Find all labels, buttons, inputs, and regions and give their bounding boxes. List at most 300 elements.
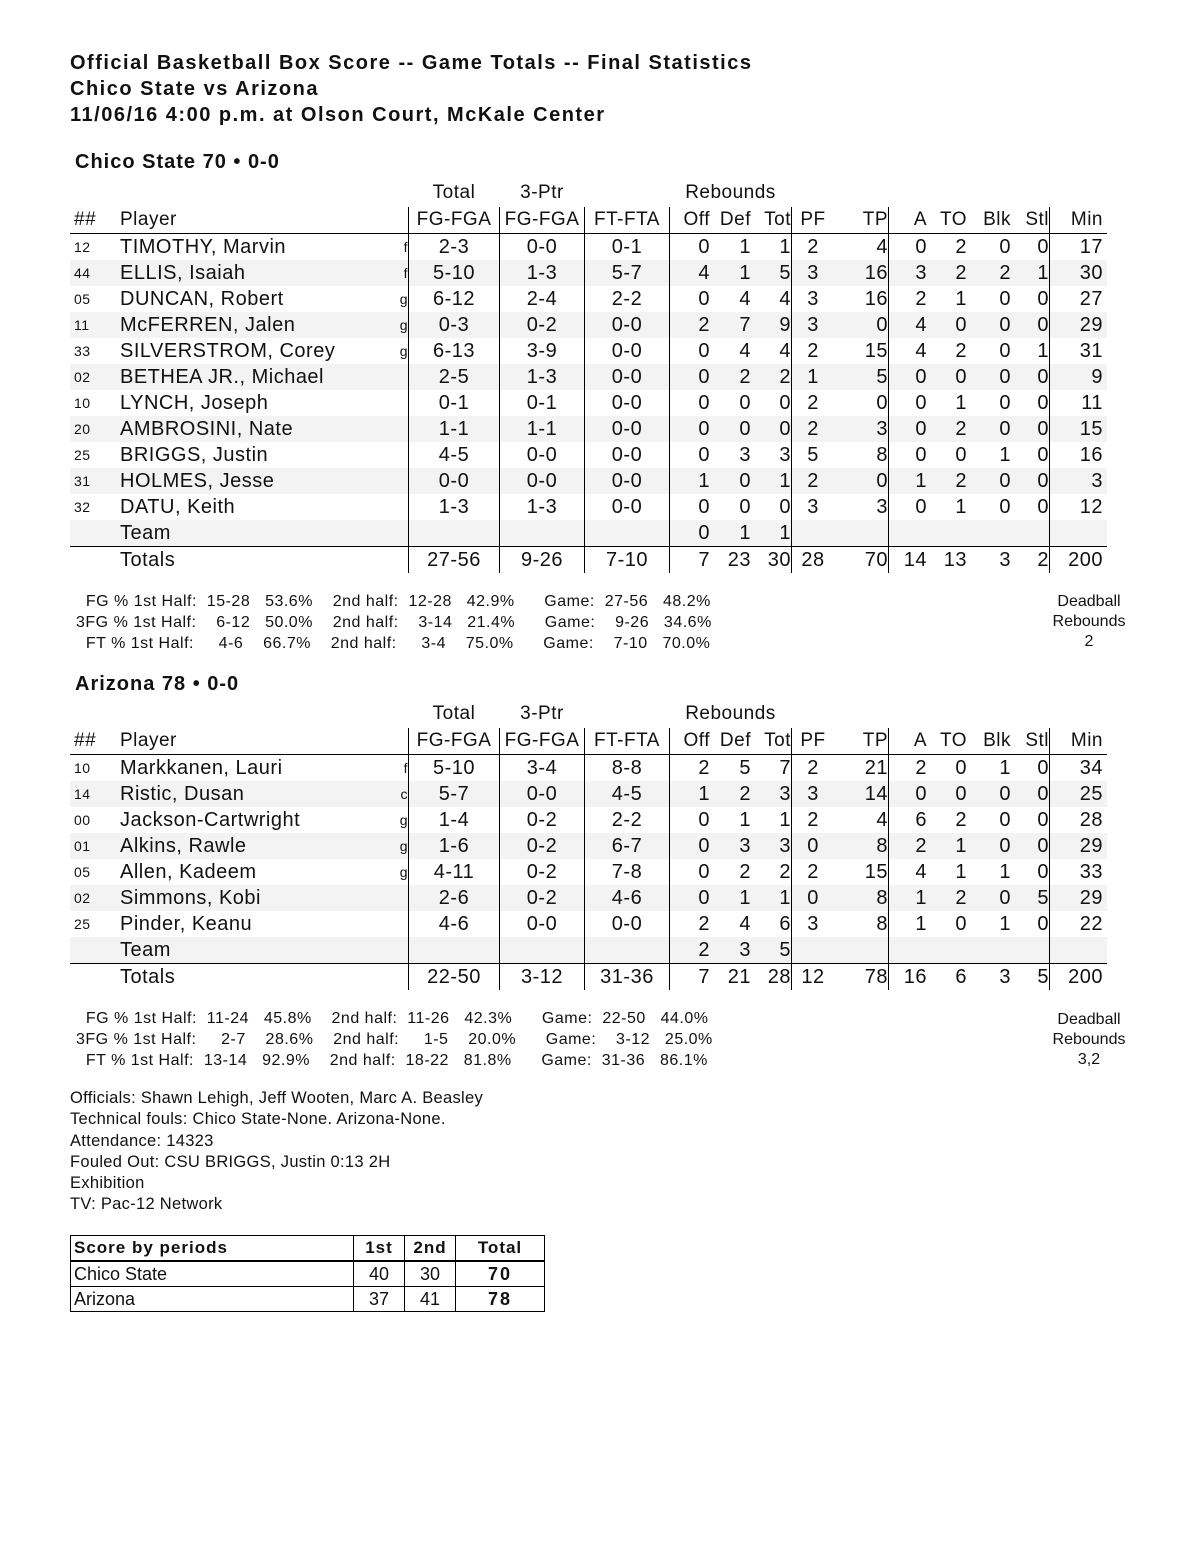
stat-to: 2 [927, 468, 967, 494]
stat-stl: 0 [1037, 860, 1049, 883]
stat-a: 1 [889, 885, 928, 911]
total-ft: 7-10 [585, 547, 670, 574]
stat-a: 3 [889, 260, 928, 286]
stat-tot: 9 [751, 312, 792, 338]
periods-total: 78 [456, 1287, 545, 1312]
stat-min: 34 [1050, 755, 1108, 782]
stat-name: ELLIS, Isaiah [120, 260, 390, 286]
total-pos [390, 547, 409, 574]
stat-tp3: 0-1 [500, 390, 585, 416]
total-tot: 30 [751, 547, 792, 574]
stat-blk: 0 [967, 364, 1011, 390]
stat-stl: 0 [1037, 808, 1049, 831]
stat-tp: 16 [834, 260, 889, 286]
stat-tp [834, 520, 889, 547]
stat-off: 0 [670, 833, 711, 859]
stat-ft: 0-0 [585, 494, 670, 520]
stat-fg: 0-0 [409, 468, 500, 494]
stat-tp: 8 [834, 885, 889, 911]
stat-off: 0 [670, 885, 711, 911]
total-to: 13 [927, 547, 967, 574]
stat-tp3: 1-3 [500, 494, 585, 520]
col-group-rebounds: Rebounds [685, 703, 776, 724]
stat-def: 3 [710, 833, 751, 859]
stat-stl: 5 [1011, 885, 1050, 911]
stat-fg: 4-5 [409, 442, 500, 468]
stat-min: 12 [1050, 494, 1108, 520]
total-pos [390, 964, 409, 991]
stat-tot: 1 [751, 520, 792, 547]
stat-pos [390, 494, 409, 520]
total-tot: 28 [751, 964, 792, 991]
total-pf: 12 [792, 964, 835, 991]
stat-num [70, 520, 120, 547]
stat-stl: 1 [1011, 260, 1050, 286]
tv-network: TV: Pac-12 Network [70, 1195, 223, 1214]
stat-def: 1 [739, 235, 751, 258]
stat-tot: 4 [779, 339, 791, 362]
stat-tp3: 0-2 [500, 312, 585, 338]
stat-name: Ristic, Dusan [120, 781, 390, 807]
stat-tp: 3 [834, 416, 889, 442]
stat-pos [390, 520, 409, 547]
total-tp3: 9-26 [500, 547, 585, 574]
stat-min: 33 [1050, 859, 1108, 885]
stat-tp3: 0-2 [500, 807, 585, 833]
stat-tot: 0 [779, 391, 791, 414]
stat-off: 1 [670, 468, 711, 494]
col-tot: Tot [751, 207, 792, 234]
stat-fg: 0-3 [409, 312, 500, 338]
officials: Officials: Shawn Lehigh, Jeff Wooten, Marc A. Beasley [70, 1089, 484, 1107]
stat-num: 02 [70, 885, 120, 911]
col-pf: PF [792, 728, 835, 755]
stat-min: 27 [1050, 286, 1108, 312]
stat-def: 3 [739, 443, 751, 466]
stat-ft: 0-1 [585, 234, 670, 261]
stat-min: 15 [1050, 416, 1108, 442]
deadball-label: Deadball [1057, 1011, 1121, 1028]
col-def: Def [710, 207, 751, 234]
stat-num: 25 [74, 447, 91, 463]
stat-off: 0 [670, 364, 711, 390]
stat-name: TIMOTHY, Marvin [120, 235, 287, 258]
stat-blk: 1 [999, 756, 1011, 779]
stat-num: 44 [70, 260, 120, 286]
stat-ft: 0-0 [585, 390, 670, 416]
stat-def: 0 [710, 468, 751, 494]
stat-stl: 0 [1037, 443, 1049, 466]
stat-pf: 3 [792, 286, 835, 312]
stat-tp3: 0-2 [500, 859, 585, 885]
stat-pos [390, 390, 409, 416]
stat-num: 00 [74, 812, 91, 828]
stat-def: 1 [710, 260, 751, 286]
player-row [70, 286, 1107, 312]
col-def: Def [710, 728, 751, 755]
stat-stl [1011, 520, 1050, 547]
stat-blk: 0 [967, 468, 1011, 494]
stat-blk: 1 [999, 443, 1011, 466]
stat-tot: 0 [779, 495, 791, 518]
stat-fg: 4-6 [409, 911, 500, 937]
stat-off: 0 [670, 234, 711, 261]
stat-tp3: 0-0 [500, 234, 585, 261]
player-row [70, 390, 1107, 416]
period-1st-header: 1st [354, 1236, 405, 1262]
stat-pf: 2 [792, 755, 835, 782]
stat-pf [792, 520, 835, 547]
shooting-percentages-arizona [76, 1008, 713, 1071]
col-group-rebounds: Rebounds [685, 182, 776, 203]
stat-a: 0 [889, 416, 928, 442]
stat-pf [792, 937, 835, 964]
stat-tp: 15 [864, 339, 888, 362]
stat-ft: 7-8 [585, 859, 670, 885]
stat-ft: 0-0 [585, 312, 670, 338]
stat-off: 2 [670, 312, 711, 338]
total-to: 6 [927, 964, 967, 991]
periods-total: 70 [456, 1261, 545, 1287]
stat-pos [390, 442, 409, 468]
rebounds-label: Rebounds [1052, 613, 1126, 630]
stat-min: 11 [1050, 390, 1108, 416]
stat-a: 0 [889, 494, 928, 520]
col-min: Min [1050, 207, 1108, 234]
stat-stl: 0 [1037, 235, 1049, 258]
stat-off: 0 [670, 494, 711, 520]
stat-blk: 0 [967, 416, 1011, 442]
total-ft: 31-36 [585, 964, 670, 991]
stat-num: 10 [74, 760, 91, 776]
stat-min [1050, 520, 1108, 547]
col-ft: FT-FTA [585, 207, 670, 234]
total-fg: 22-50 [409, 964, 500, 991]
player-row [70, 911, 1107, 937]
stat-tot: 1 [779, 808, 791, 831]
stat-to: 2 [927, 885, 967, 911]
stat-blk: 0 [999, 287, 1011, 310]
stat-ft: 2-2 [585, 286, 670, 312]
stat-tp3: 1-1 [500, 416, 585, 442]
team-rebounds-row [70, 937, 1107, 964]
stat-to: 1 [927, 833, 967, 859]
stat-min: 9 [1050, 364, 1108, 390]
stat-fg: 5-10 [409, 755, 500, 782]
periods-team: Arizona [71, 1287, 354, 1312]
stat-min: 30 [1050, 260, 1108, 286]
stat-num: 01 [70, 833, 120, 859]
stat-name: DUNCAN, Robert [120, 287, 284, 310]
stat-to: 0 [927, 781, 967, 807]
stat-stl: 0 [1011, 312, 1050, 338]
col-3p: FG-FGA [500, 728, 585, 755]
stat-def: 2 [739, 860, 751, 883]
stat-a [889, 937, 928, 964]
column-header-row [70, 728, 1107, 755]
stat-pf: 2 [792, 416, 835, 442]
stat-tp: 0 [876, 391, 888, 414]
periods-1st: 37 [354, 1287, 405, 1312]
total-name: Totals [120, 547, 390, 574]
total-num [70, 547, 120, 574]
stat-num: 11 [70, 312, 120, 338]
stat-blk: 2 [967, 260, 1011, 286]
col-pf: PF [792, 207, 835, 234]
player-row [70, 755, 1107, 782]
stat-pos: f [403, 239, 408, 255]
stat-off: 0 [670, 390, 711, 416]
stat-ft: 0-0 [585, 416, 670, 442]
stat-tp3: 0-0 [500, 468, 585, 494]
stat-tot: 3 [751, 833, 792, 859]
total-min: 200 [1050, 547, 1108, 574]
stat-to: 2 [955, 339, 967, 362]
stat-ft: 6-7 [585, 833, 670, 859]
col-player: Player [120, 207, 390, 234]
game-type: Exhibition [70, 1174, 145, 1193]
col-group-3ptr: 3-Ptr [520, 703, 564, 724]
stat-num: 05 [74, 864, 91, 880]
stat-blk: 0 [967, 885, 1011, 911]
period-total-header: Total [456, 1236, 545, 1262]
stat-pf: 0 [792, 833, 835, 859]
stat-a: 0 [889, 364, 928, 390]
stat-ft [585, 520, 670, 547]
stat-off: 2 [670, 911, 711, 937]
stat-fg: 2-3 [409, 234, 500, 261]
player-row [70, 833, 1107, 859]
player-row [70, 260, 1107, 286]
stat-tp: 8 [834, 833, 889, 859]
stat-fg: 2-6 [409, 885, 500, 911]
stat-tot: 1 [779, 235, 791, 258]
stat-num: 32 [74, 499, 91, 515]
periods-row-chico-state [71, 1261, 545, 1287]
stat-name: Jackson-Cartwright [120, 808, 301, 831]
total-pf: 28 [792, 547, 835, 574]
stat-pf: 3 [792, 494, 835, 520]
box-score-table-arizona [70, 700, 1107, 990]
stat-tot: 1 [751, 468, 792, 494]
stat-tp: 16 [864, 287, 888, 310]
col-a: A [889, 728, 928, 755]
stat-tot: 0 [751, 416, 792, 442]
stat-def: 2 [710, 364, 751, 390]
stat-pf: 2 [792, 338, 835, 364]
stat-ft: 5-7 [585, 260, 670, 286]
stat-fg: 1-1 [409, 416, 500, 442]
stat-pf: 3 [792, 312, 835, 338]
stat-pos [390, 911, 409, 937]
stat-to: 1 [955, 287, 967, 310]
stat-tot: 2 [751, 364, 792, 390]
stat-to: 1 [955, 495, 967, 518]
stat-name: Team [120, 937, 390, 964]
player-row [70, 885, 1107, 911]
stat-ft: 0-0 [585, 468, 670, 494]
stat-ft: 0-0 [585, 911, 670, 937]
col-tp: TP [834, 207, 889, 234]
player-row [70, 859, 1107, 885]
total-def: 21 [710, 964, 751, 991]
col-player: Player [120, 728, 390, 755]
stat-a: 6 [889, 807, 928, 833]
stat-to: 0 [955, 756, 967, 779]
col-fg: FG-FGA [409, 207, 500, 234]
ft-pct-line: FT % 1st Half: 4-6 66.7% 2nd half: 3-4 75.0% Game: 7-10 70.0% [76, 635, 711, 652]
stat-pos: g [390, 312, 409, 338]
stat-name: AMBROSINI, Nate [120, 416, 390, 442]
stat-ft [585, 937, 670, 964]
stat-ft: 4-5 [585, 781, 670, 807]
total-stl: 5 [1011, 964, 1050, 991]
stat-min: 3 [1050, 468, 1108, 494]
total-blk: 3 [967, 964, 1011, 991]
stat-ft: 8-8 [585, 755, 670, 782]
stat-to: 2 [927, 260, 967, 286]
stat-pf: 3 [792, 260, 835, 286]
stat-def: 7 [710, 312, 751, 338]
report-title: Official Basketball Box Score -- Game Totals -- Final Statistics [70, 52, 753, 74]
stat-tp: 5 [834, 364, 889, 390]
column-header-row [70, 207, 1107, 234]
stat-tot: 7 [779, 756, 791, 779]
player-row [70, 234, 1107, 261]
stat-num: 33 [74, 343, 91, 359]
periods-2nd: 41 [405, 1287, 456, 1312]
stat-pos [390, 416, 409, 442]
stat-pos: g [399, 291, 408, 307]
col-off: Off [670, 207, 711, 234]
stat-name: Pinder, Keanu [120, 912, 253, 935]
stat-tp: 8 [876, 443, 888, 466]
stat-min: 31 [1050, 338, 1108, 364]
stat-tp: 8 [876, 912, 888, 935]
stat-pos: g [399, 812, 408, 828]
periods-team: Chico State [71, 1261, 354, 1287]
stat-tp3: 0-0 [500, 911, 585, 937]
player-row [70, 781, 1107, 807]
col-stl: Stl [1011, 728, 1050, 755]
col-off: Off [670, 728, 711, 755]
deadball-label: Deadball [1057, 593, 1121, 610]
col-fg: FG-FGA [409, 728, 500, 755]
stat-pf: 5 [792, 442, 835, 468]
box-score-table-chico-state [70, 179, 1107, 573]
col-blk: Blk [967, 728, 1011, 755]
score-by-periods-table [70, 1235, 545, 1312]
stat-pos: g [390, 833, 409, 859]
stat-min: 16 [1050, 442, 1108, 468]
stat-stl: 1 [1037, 339, 1049, 362]
stat-pf: 2 [792, 468, 835, 494]
stat-num: 12 [74, 239, 91, 255]
stat-tp: 4 [876, 235, 888, 258]
stat-name: LYNCH, Joseph [120, 391, 269, 414]
stat-blk: 0 [999, 339, 1011, 362]
stat-a: 1 [889, 911, 928, 937]
stat-ft: 0-0 [585, 442, 670, 468]
stat-min: 29 [1050, 833, 1108, 859]
player-row [70, 442, 1107, 468]
stat-name: HOLMES, Jesse [120, 468, 390, 494]
stat-off: 0 [670, 520, 711, 547]
stat-off: 2 [670, 755, 711, 782]
totals-row [70, 547, 1107, 574]
stat-tp: 15 [864, 860, 888, 883]
stat-tot: 3 [751, 781, 792, 807]
stat-pf: 0 [792, 885, 835, 911]
col-stl: Stl [1011, 207, 1050, 234]
stat-stl: 0 [1037, 756, 1049, 779]
report-header [70, 50, 752, 128]
stat-tot: 3 [779, 443, 791, 466]
stat-tp3: 3-4 [500, 755, 585, 782]
stat-blk: 0 [999, 495, 1011, 518]
stat-stl: 0 [1037, 495, 1049, 518]
stat-fg: 1-4 [409, 807, 500, 833]
stat-a: 2 [889, 286, 928, 312]
stat-fg: 5-7 [409, 781, 500, 807]
stat-pf: 1 [792, 364, 835, 390]
stat-to: 2 [955, 808, 967, 831]
stat-tp3: 3-9 [500, 338, 585, 364]
stat-pf: 2 [792, 859, 835, 885]
col-blk: Blk [967, 207, 1011, 234]
stat-tp3 [500, 937, 585, 964]
stat-blk: 0 [999, 235, 1011, 258]
stat-a: 2 [889, 755, 928, 782]
total-min: 200 [1050, 964, 1108, 991]
player-row [70, 338, 1107, 364]
stat-name: BRIGGS, Justin [120, 443, 269, 466]
stat-def: 5 [739, 756, 751, 779]
stat-num: 14 [70, 781, 120, 807]
stat-fg: 2-5 [409, 364, 500, 390]
stat-def: 0 [739, 391, 751, 414]
stat-name: Allen, Kadeem [120, 860, 257, 883]
stat-off: 0 [670, 442, 711, 468]
stat-def: 0 [710, 416, 751, 442]
periods-row-arizona [71, 1287, 545, 1312]
col-tp: TP [834, 728, 889, 755]
stat-pos: g [399, 864, 408, 880]
stat-fg [409, 937, 500, 964]
rebounds-label: Rebounds [1052, 1031, 1126, 1048]
stat-blk: 0 [999, 808, 1011, 831]
stat-a: 0 [889, 234, 928, 261]
stat-to: 2 [927, 416, 967, 442]
stat-a: 0 [889, 390, 928, 416]
stat-off: 0 [670, 416, 711, 442]
periods-1st: 40 [354, 1261, 405, 1287]
stat-tot: 1 [751, 885, 792, 911]
fg-pct-line: FG % 1st Half: 15-28 53.6% 2nd half: 12-28 42.9% Game: 27-56 48.2% [76, 593, 711, 610]
technical-fouls: Technical fouls: Chico State-None. Arizona-None. [70, 1110, 446, 1129]
stat-pos: c [390, 781, 409, 807]
stat-num: 02 [70, 364, 120, 390]
stat-stl: 0 [1011, 364, 1050, 390]
stat-tp [834, 937, 889, 964]
stat-min: 29 [1050, 312, 1108, 338]
stat-tp: 4 [876, 808, 888, 831]
ft-pct-line: FT % 1st Half: 13-14 92.9% 2nd half: 18-22 81.8% Game: 31-36 86.1% [76, 1052, 708, 1069]
total-num [70, 964, 120, 991]
stat-name: Simmons, Kobi [120, 885, 390, 911]
attendance: Attendance: 14323 [70, 1131, 214, 1150]
stat-def: 4 [739, 287, 751, 310]
